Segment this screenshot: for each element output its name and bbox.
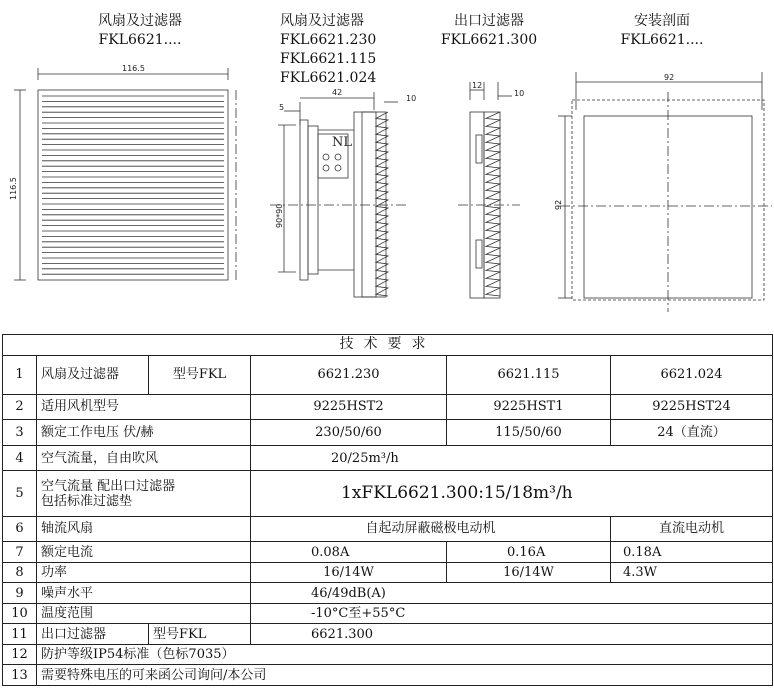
table-row xyxy=(3,471,773,516)
header-model: FKL6621.300 xyxy=(440,32,538,48)
value-115: 16/14W xyxy=(447,562,611,583)
row-value: 46/49dB(A) xyxy=(251,583,773,604)
front-frame xyxy=(38,90,228,280)
row-label: 轴流风扇 xyxy=(37,516,251,542)
table-row xyxy=(3,624,773,645)
front-view xyxy=(9,64,236,280)
side-height-label: 90*90 xyxy=(275,203,284,228)
row-label: 防护等级IP54标准（色标7035） xyxy=(37,644,773,665)
header-model: FKL6621.... xyxy=(98,32,182,48)
cut-height-label: 92 xyxy=(554,199,563,210)
exit-depth-label: 12 xyxy=(472,81,483,90)
row-label: 出口过滤器 xyxy=(37,624,149,645)
row-number: 3 xyxy=(3,420,37,446)
table-row xyxy=(3,562,773,583)
value-024: 6621.024 xyxy=(611,355,773,394)
row-label-line-1: 空气流量 配出口过滤器 xyxy=(41,478,176,494)
technical-drawing xyxy=(0,60,774,330)
row-number: 11 xyxy=(3,624,37,645)
row-label: 需要特殊电压的可来函公司询问/本公司 xyxy=(37,665,773,686)
nl-label: NL xyxy=(332,135,353,150)
row-number: 4 xyxy=(3,445,37,471)
table-row xyxy=(3,394,773,420)
table-row xyxy=(3,644,773,665)
header-title: 风扇及过滤器 xyxy=(280,13,364,29)
table-row xyxy=(3,542,773,563)
row-label: 温度范围 xyxy=(37,603,251,624)
front-width-label: 116.5 xyxy=(122,64,145,73)
row-value: 20/25m³/h xyxy=(251,445,773,471)
table-row xyxy=(3,665,773,686)
header-fan-filter xyxy=(78,12,202,50)
table-row xyxy=(3,445,773,471)
header-title: 安装剖面 xyxy=(634,13,690,29)
front-height-label: 116.5 xyxy=(9,177,18,200)
row-label: 空气流量，自由吹风 xyxy=(37,445,251,471)
side-depth-label: 42 xyxy=(332,88,343,97)
side-lip-label: 10 xyxy=(406,94,417,103)
table-row xyxy=(3,603,773,624)
row-label: 功率 xyxy=(37,562,251,583)
row-sublabel: 型号FKL xyxy=(149,624,251,645)
mounting-cutout-view xyxy=(554,72,772,312)
row-label: 风扇及过滤器 xyxy=(37,355,149,394)
header-model-1: FKL6621.230 xyxy=(280,32,377,48)
table-row xyxy=(3,355,773,394)
value-230: 9225HST2 xyxy=(251,394,447,420)
table-row xyxy=(3,420,773,446)
header-mounting-section xyxy=(604,12,720,50)
exit-lip-label: 10 xyxy=(514,89,525,98)
table-row xyxy=(3,516,773,542)
table-row xyxy=(3,583,773,604)
value-dc-motor: 直流电动机 xyxy=(611,516,773,542)
value-024: 4.3W xyxy=(611,562,773,583)
row-number: 2 xyxy=(3,394,37,420)
value-shaded-pole-motor: 自起动屏蔽磁极电动机 xyxy=(251,516,611,542)
value-230: 6621.230 xyxy=(251,355,447,394)
value-024: 0.18A xyxy=(611,542,773,563)
row-number: 1 xyxy=(3,355,37,394)
row-number: 5 xyxy=(3,471,37,516)
side-view xyxy=(270,88,416,297)
row-label: 额定电流 xyxy=(37,542,251,563)
header-model: FKL6621.... xyxy=(620,32,704,48)
cut-width-label: 92 xyxy=(664,73,675,82)
value-230: 0.08A xyxy=(251,542,447,563)
table-title-row xyxy=(3,335,773,356)
value-230: 230/50/60 xyxy=(251,420,447,446)
value-115: 6621.115 xyxy=(447,355,611,394)
value-024: 9225HST24 xyxy=(611,394,773,420)
header-title: 风扇及过滤器 xyxy=(98,13,182,29)
value-115: 9225HST1 xyxy=(447,394,611,420)
row-number: 13 xyxy=(3,665,37,686)
row-number: 8 xyxy=(3,562,37,583)
value-024: 24（直流） xyxy=(611,420,773,446)
exit-filter-view xyxy=(458,81,524,298)
row-label: 额定工作电压 伏/赫 xyxy=(37,420,251,446)
header-title: 出口过滤器 xyxy=(454,13,524,29)
value-115: 115/50/60 xyxy=(447,420,611,446)
row-number: 7 xyxy=(3,542,37,563)
table-title: 技术要求 xyxy=(3,335,773,356)
header-exit-filter xyxy=(430,12,548,50)
side-offset-label: 5 xyxy=(279,103,285,112)
row-label: 适用风机型号 xyxy=(37,394,251,420)
row-number: 9 xyxy=(3,583,37,604)
row-sublabel: 型号FKL xyxy=(149,355,251,394)
value-115: 0.16A xyxy=(447,542,611,563)
row-number: 12 xyxy=(3,644,37,665)
row-value: 1xFKL6621.300:15/18m³/h xyxy=(251,471,773,516)
value-230: 16/14W xyxy=(251,562,447,583)
row-label xyxy=(37,471,251,516)
header-model-3: FKL6621.024 xyxy=(280,70,377,86)
row-number: 6 xyxy=(3,516,37,542)
row-number: 10 xyxy=(3,603,37,624)
row-value: 6621.300 xyxy=(251,624,773,645)
row-label: 噪声水平 xyxy=(37,583,251,604)
header-model-2: FKL6621.115 xyxy=(280,51,377,67)
row-label-line-2: 包括标准过滤垫 xyxy=(41,493,133,509)
technical-requirements-table xyxy=(2,334,773,686)
louvers xyxy=(42,96,224,274)
row-value: -10°C至+55°C xyxy=(251,603,773,624)
